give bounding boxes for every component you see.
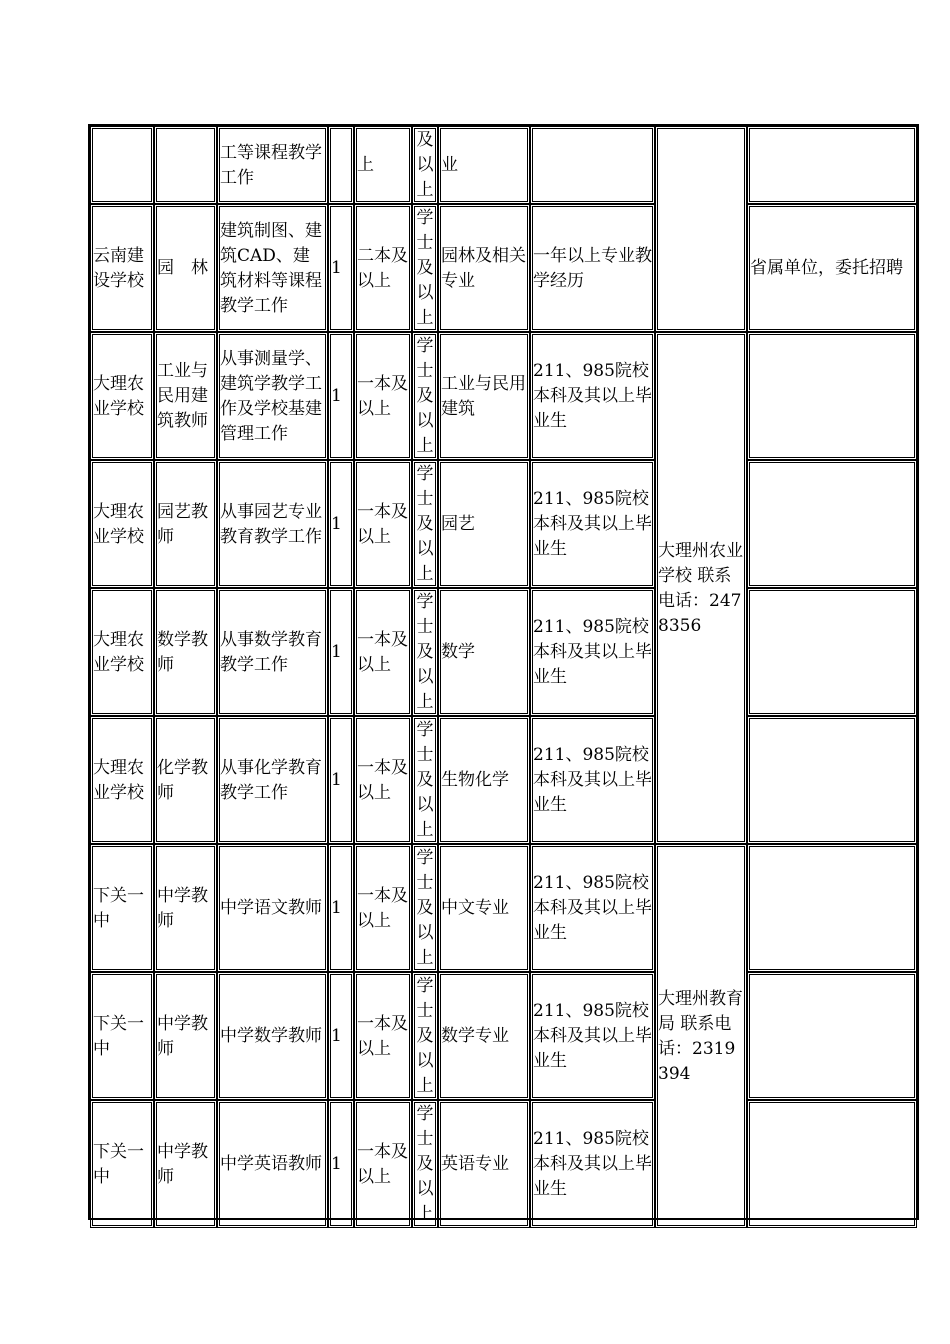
major-cell: 业 [438, 126, 530, 204]
education-cell: 一本及以上 [354, 460, 412, 588]
major-cell: 工业与民用建筑 [438, 332, 530, 460]
duty-cell: 工等课程教学工作 [217, 126, 328, 204]
note-cell [747, 588, 917, 716]
education-cell: 一本及以上 [354, 716, 412, 844]
count-cell: 1 [328, 204, 354, 332]
duty-cell: 中学英语教师 [217, 1100, 328, 1228]
unit-cell: 下关一中 [90, 972, 154, 1100]
count-cell: 1 [328, 716, 354, 844]
duty-cell: 从事测量学、建筑学教学工作及学校基建管理工作 [217, 332, 328, 460]
contact-cell: 大理州教育局 联系电话：2319394 [655, 844, 747, 1228]
major-cell: 中文专业 [438, 844, 530, 972]
major-cell: 园林及相关专业 [438, 204, 530, 332]
table-row [90, 972, 917, 1100]
education-cell: 二本及以上 [354, 204, 412, 332]
count-cell [328, 126, 354, 204]
note-cell: 省属单位，委托招聘 [747, 204, 917, 332]
degree-cell: 学士及以上 [412, 332, 438, 460]
table-row [90, 204, 917, 332]
duty-cell: 从事园艺专业教育教学工作 [217, 460, 328, 588]
unit-cell: 大理农业学校 [90, 460, 154, 588]
recruitment-table [90, 126, 917, 1228]
degree-cell: 学士及以上 [412, 1100, 438, 1228]
degree-cell: 学士及以上 [412, 460, 438, 588]
note-cell [747, 332, 917, 460]
contact-cell [655, 126, 747, 332]
post-cell [154, 126, 217, 204]
note-cell [747, 844, 917, 972]
note-cell [747, 1100, 917, 1228]
post-cell: 化学教师 [154, 716, 217, 844]
duty-cell: 从事化学教育教学工作 [217, 716, 328, 844]
count-cell: 1 [328, 332, 354, 460]
requirement-cell: 211、985院校本科及其以上毕业生 [530, 972, 655, 1100]
post-cell: 中学教师 [154, 972, 217, 1100]
major-cell: 园艺 [438, 460, 530, 588]
requirement-cell: 一年以上专业教学经历 [530, 204, 655, 332]
note-cell [747, 460, 917, 588]
major-cell: 数学 [438, 588, 530, 716]
count-cell: 1 [328, 1100, 354, 1228]
table-row [90, 126, 917, 204]
requirement-cell: 211、985院校本科及其以上毕业生 [530, 1100, 655, 1228]
requirement-cell: 211、985院校本科及其以上毕业生 [530, 460, 655, 588]
education-cell: 上 [354, 126, 412, 204]
requirement-cell: 211、985院校本科及其以上毕业生 [530, 844, 655, 972]
table-row [90, 460, 917, 588]
post-cell: 中学教师 [154, 1100, 217, 1228]
note-cell [747, 126, 917, 204]
major-cell: 生物化学 [438, 716, 530, 844]
note-cell [747, 972, 917, 1100]
table-row [90, 1100, 917, 1228]
post-cell: 工业与民用建筑教师 [154, 332, 217, 460]
count-cell: 1 [328, 844, 354, 972]
degree-cell: 及以上 [412, 126, 438, 204]
table-row [90, 716, 917, 844]
post-cell: 中学教师 [154, 844, 217, 972]
unit-cell [90, 126, 154, 204]
degree-cell: 学士及以上 [412, 716, 438, 844]
degree-cell: 学士及以上 [412, 972, 438, 1100]
count-cell: 1 [328, 588, 354, 716]
unit-cell: 云南建设学校 [90, 204, 154, 332]
count-cell: 1 [328, 972, 354, 1100]
education-cell: 一本及以上 [354, 972, 412, 1100]
contact-cell: 大理州农业学校 联系电话：2478356 [655, 332, 747, 844]
duty-cell: 中学语文教师 [217, 844, 328, 972]
duty-cell: 中学数学教师 [217, 972, 328, 1100]
count-cell: 1 [328, 460, 354, 588]
education-cell: 一本及以上 [354, 588, 412, 716]
education-cell: 一本及以上 [354, 1100, 412, 1228]
degree-cell: 学士及以上 [412, 844, 438, 972]
table-row [90, 332, 917, 460]
post-cell: 园艺教师 [154, 460, 217, 588]
duty-cell: 从事数学教育教学工作 [217, 588, 328, 716]
unit-cell: 大理农业学校 [90, 716, 154, 844]
major-cell: 英语专业 [438, 1100, 530, 1228]
duty-cell: 建筑制图、建筑CAD、建筑材料等课程教学工作 [217, 204, 328, 332]
requirement-cell: 211、985院校本科及其以上毕业生 [530, 332, 655, 460]
note-cell [747, 716, 917, 844]
education-cell: 一本及以上 [354, 844, 412, 972]
requirement-cell [530, 126, 655, 204]
requirement-cell: 211、985院校本科及其以上毕业生 [530, 716, 655, 844]
post-cell: 数学教师 [154, 588, 217, 716]
requirement-cell: 211、985院校本科及其以上毕业生 [530, 588, 655, 716]
degree-cell: 学士及以上 [412, 204, 438, 332]
major-cell: 数学专业 [438, 972, 530, 1100]
degree-cell: 学士及以上 [412, 588, 438, 716]
table-row [90, 844, 917, 972]
unit-cell: 下关一中 [90, 844, 154, 972]
education-cell: 一本及以上 [354, 332, 412, 460]
post-cell: 园 林 [154, 204, 217, 332]
unit-cell: 大理农业学校 [90, 332, 154, 460]
unit-cell: 大理农业学校 [90, 588, 154, 716]
unit-cell: 下关一中 [90, 1100, 154, 1228]
table-row [90, 588, 917, 716]
